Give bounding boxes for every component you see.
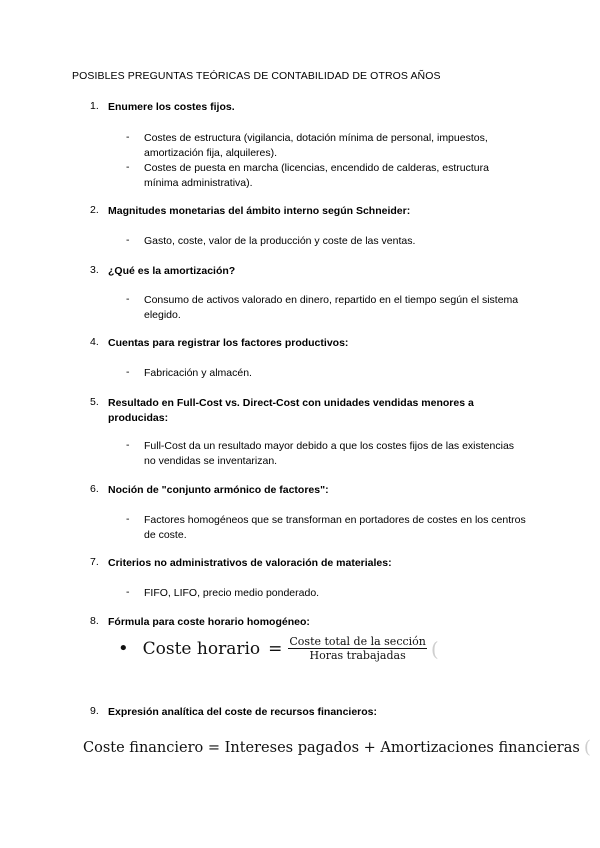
question-2 — [90, 204, 510, 219]
faded-bracket-mark: ( — [430, 636, 439, 661]
question-number: 2. — [90, 204, 99, 216]
answer-text: FIFO, LIFO, precio medio ponderado. — [144, 587, 320, 599]
dash-bullet: - — [126, 131, 130, 143]
fraction-denominator: Horas trabajadas — [309, 649, 406, 662]
formula-lhs: Coste horario — [142, 638, 261, 659]
question-text: Fórmula para coste horario homogéneo: — [108, 616, 310, 628]
document-title: POSIBLES PREGUNTAS TEÓRICAS DE CONTABILIDAD DE OTROS AÑOS — [72, 70, 441, 82]
answer-item — [126, 234, 526, 249]
question-5 — [90, 396, 510, 426]
dash-bullet: - — [126, 293, 130, 305]
answer-item — [126, 586, 526, 601]
answer-text: Gasto, coste, valor de la producción y coste de las ventas. — [144, 235, 416, 247]
question-9 — [90, 705, 510, 720]
faded-bracket-mark: ( — [583, 737, 591, 758]
question-1 — [90, 100, 510, 115]
question-number: 1. — [90, 100, 99, 112]
answer-text: Full-Cost da un resultado mayor debido a que los costes fijos de las existencias no vendidas se inventarizan. — [144, 440, 515, 467]
answer-item — [126, 293, 526, 323]
question-text: Enumere los costes fijos. — [108, 101, 235, 113]
question-text: Resultado en Full-Cost vs. Direct-Cost con unidades vendidas menores a producidas: — [108, 397, 474, 424]
dash-bullet: - — [126, 513, 130, 525]
answer-item — [126, 439, 526, 469]
answer-text: Factores homogéneos que se transforman en portadores de costes en los centros de coste. — [144, 514, 526, 541]
dash-bullet: - — [126, 161, 130, 173]
question-number: 8. — [90, 615, 99, 627]
formula-text: Coste financiero = Intereses pagados + Amortizaciones financieras — [83, 739, 580, 756]
dash-bullet: - — [126, 366, 130, 378]
answer-item — [126, 366, 526, 381]
question-text: ¿Qué es la amortización? — [108, 265, 236, 277]
dash-bullet: - — [126, 586, 130, 598]
dash-bullet: - — [126, 234, 130, 246]
question-text: Criterios no administrativos de valoración de materiales: — [108, 557, 392, 569]
dash-bullet: - — [126, 439, 130, 451]
answer-text: Consumo de activos valorado en dinero, repartido en el tiempo según el sistema elegido. — [144, 294, 519, 321]
question-text: Noción de "conjunto armónico de factores": — [108, 484, 329, 496]
question-number: 5. — [90, 396, 99, 408]
question-number: 3. — [90, 264, 99, 276]
coste-horario-formula — [118, 636, 439, 661]
question-number: 6. — [90, 483, 99, 495]
question-number: 9. — [90, 705, 99, 717]
question-text: Expresión analítica del coste de recursos financieros: — [108, 706, 378, 718]
coste-financiero-formula — [83, 737, 591, 758]
question-7 — [90, 556, 510, 571]
answer-item — [126, 161, 526, 191]
fraction-numerator: Coste total de la sección — [289, 635, 426, 648]
equals-sign: = — [268, 638, 283, 659]
question-text: Cuentas para registrar los factores productivos: — [108, 337, 349, 349]
question-number: 7. — [90, 556, 99, 568]
question-3 — [90, 264, 510, 279]
answer-item — [126, 131, 526, 161]
fraction — [288, 636, 426, 661]
answer-text: Costes de puesta en marcha (licencias, encendido de calderas, estructura mínima administrativa). — [144, 162, 489, 189]
question-6 — [90, 483, 510, 498]
question-8 — [90, 615, 510, 630]
answer-item — [126, 513, 526, 543]
question-4 — [90, 336, 510, 351]
bullet: • — [118, 638, 129, 659]
answer-text: Fabricación y almacén. — [144, 367, 252, 379]
question-number: 4. — [90, 336, 99, 348]
question-text: Magnitudes monetarias del ámbito interno según Schneider: — [108, 205, 411, 217]
answer-text: Costes de estructura (vigilancia, dotación mínima de personal, impuestos, amortización fija, alquileres). — [144, 132, 488, 159]
